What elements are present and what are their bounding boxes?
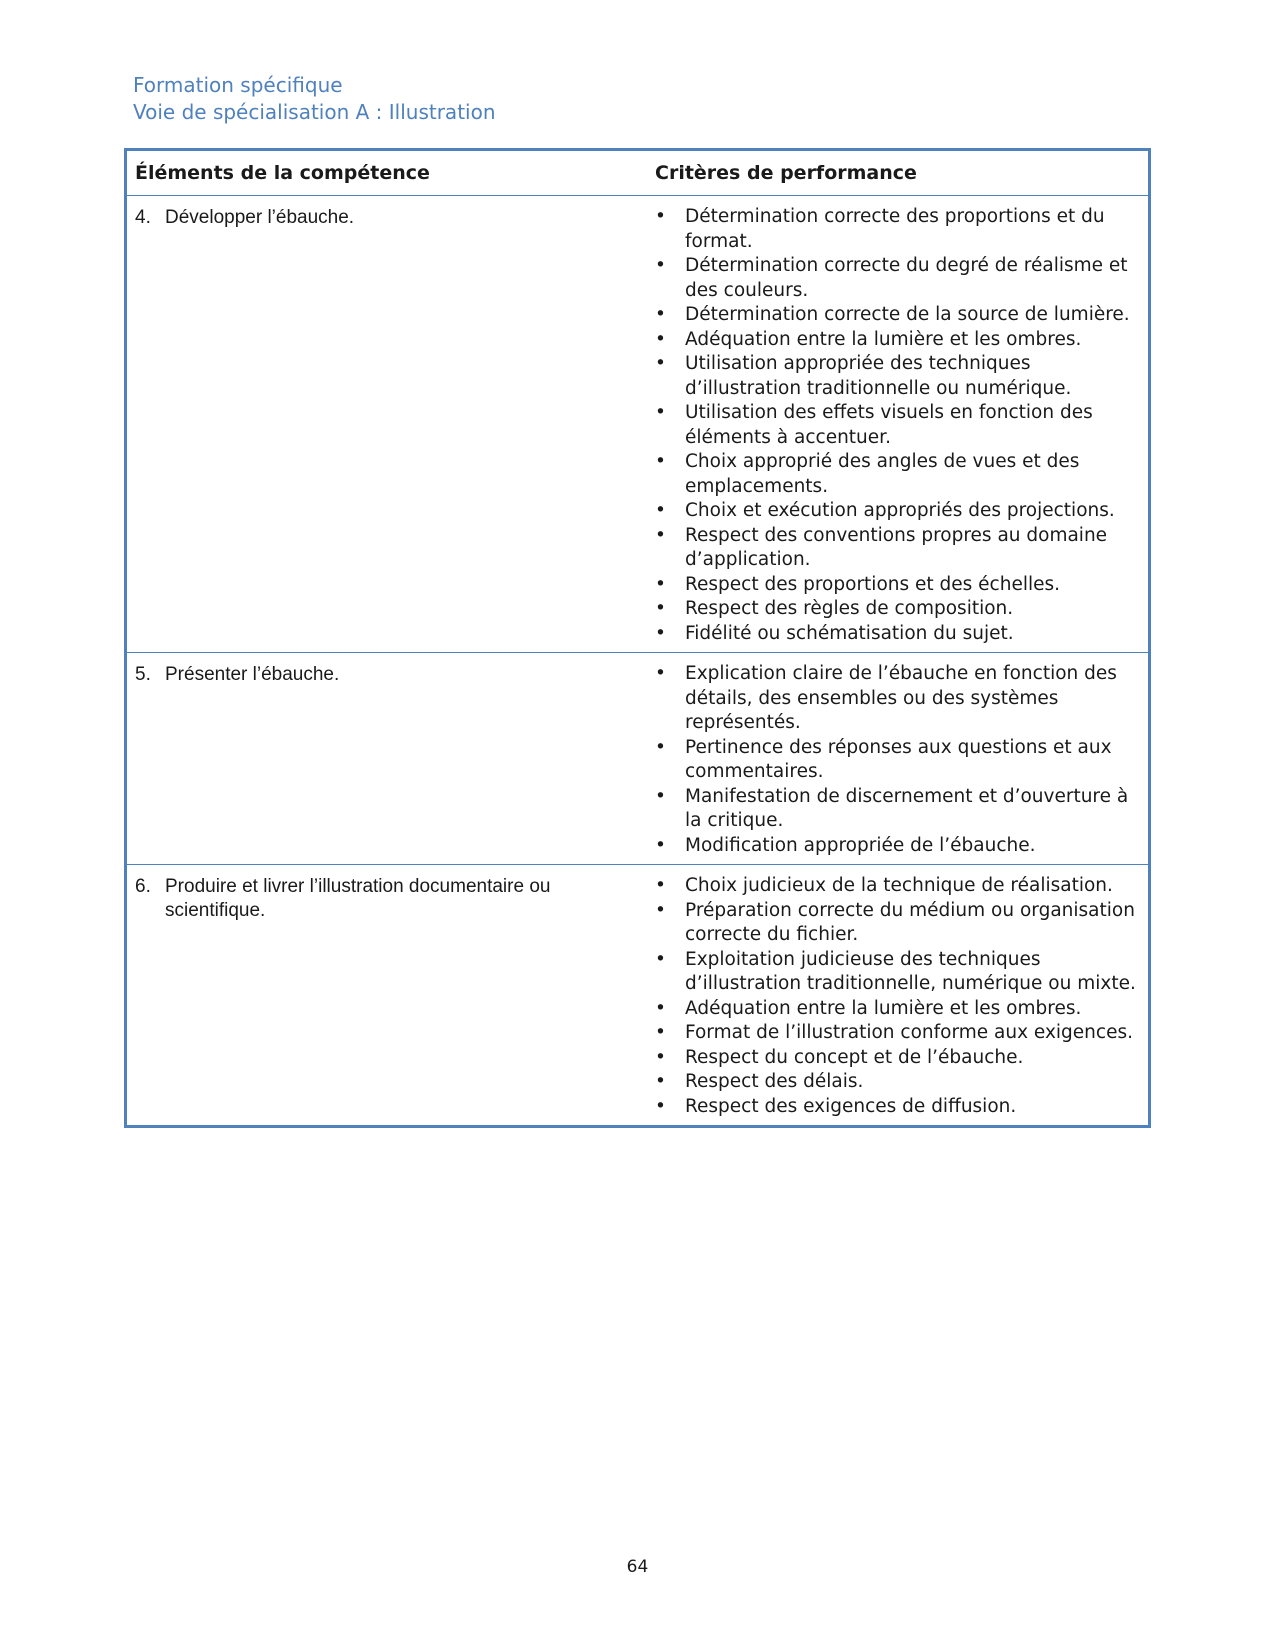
table-row	[126, 653, 1150, 865]
criteria-item: • Pertinence des réponses aux questions et aux commentaires.	[655, 736, 1138, 785]
table-row	[126, 196, 1150, 653]
criteria-item: • Adéquation entre la lumière et les ombres.	[655, 997, 1138, 1022]
element-cell	[126, 653, 648, 865]
criteria-item: • Respect des conventions propres au domaine d’application.	[655, 524, 1138, 573]
element-text: Développer l’ébauche.	[165, 207, 355, 228]
criteria-item: • Respect des règles de composition.	[655, 597, 1138, 622]
criteria-item: • Choix judicieux de la technique de réalisation.	[655, 874, 1138, 899]
criteria-item: • Fidélité ou schématisation du sujet.	[655, 622, 1138, 647]
table-row	[126, 865, 1150, 1127]
criteria-item: • Utilisation des effets visuels en fonction des éléments à accentuer.	[655, 401, 1138, 450]
element-number: 5.	[135, 664, 151, 685]
criteria-item: • Détermination correcte de la source de lumière.	[655, 303, 1138, 328]
criteria-item: • Modification appropriée de l’ébauche.	[655, 834, 1138, 859]
criteria-cell	[647, 653, 1150, 865]
element-number: 4.	[135, 207, 151, 228]
element-number: 6.	[135, 876, 151, 897]
criteria-item: • Manifestation de discernement et d’ouverture à la critique.	[655, 785, 1138, 834]
criteria-item: • Explication claire de l’ébauche en fonction des détails, des ensembles ou des systèmes représentés.	[655, 662, 1138, 736]
criteria-item: • Respect des délais.	[655, 1070, 1138, 1095]
criteria-item: • Exploitation judicieuse des techniques d’illustration traditionnelle, numérique ou mixte.	[655, 948, 1138, 997]
header-line-specialisation: Voie de spécialisation A : Illustration	[133, 100, 496, 124]
criteria-item: • Adéquation entre la lumière et les ombres.	[655, 328, 1138, 353]
criteria-item: • Détermination correcte du degré de réalisme et des couleurs.	[655, 254, 1138, 303]
element-cell	[126, 865, 648, 1127]
criteria-item: • Format de l’illustration conforme aux exigences.	[655, 1021, 1138, 1046]
column-header-elements: Éléments de la compétence	[126, 150, 648, 196]
page-header	[133, 72, 496, 126]
criteria-item: • Utilisation appropriée des techniques d’illustration traditionnelle ou numérique.	[655, 352, 1138, 401]
competence-table	[124, 148, 1151, 1128]
criteria-item: • Choix et exécution appropriés des projections.	[655, 499, 1138, 524]
criteria-item: • Détermination correcte des proportions et du format.	[655, 205, 1138, 254]
criteria-cell	[647, 196, 1150, 653]
criteria-item: • Respect des proportions et des échelles.	[655, 573, 1138, 598]
criteria-cell	[647, 865, 1150, 1127]
criteria-item: • Préparation correcte du médium ou organisation correcte du fichier.	[655, 899, 1138, 948]
column-header-criteria: Critères de performance	[647, 150, 1150, 196]
criteria-list	[655, 662, 1138, 858]
element-text: Produire et livrer l’illustration documentaire ou scientifique.	[165, 876, 551, 921]
criteria-item: • Respect des exigences de diffusion.	[655, 1095, 1138, 1120]
element-cell	[126, 196, 648, 653]
criteria-item: • Choix approprié des angles de vues et des emplacements.	[655, 450, 1138, 499]
criteria-item: • Respect du concept et de l’ébauche.	[655, 1046, 1138, 1071]
page-number: 64	[626, 1557, 649, 1577]
header-line-formation: Formation spécifique	[133, 73, 343, 97]
element-text: Présenter l’ébauche.	[165, 664, 340, 685]
criteria-list	[655, 205, 1138, 646]
table-header-row	[126, 150, 1150, 196]
criteria-list	[655, 874, 1138, 1119]
